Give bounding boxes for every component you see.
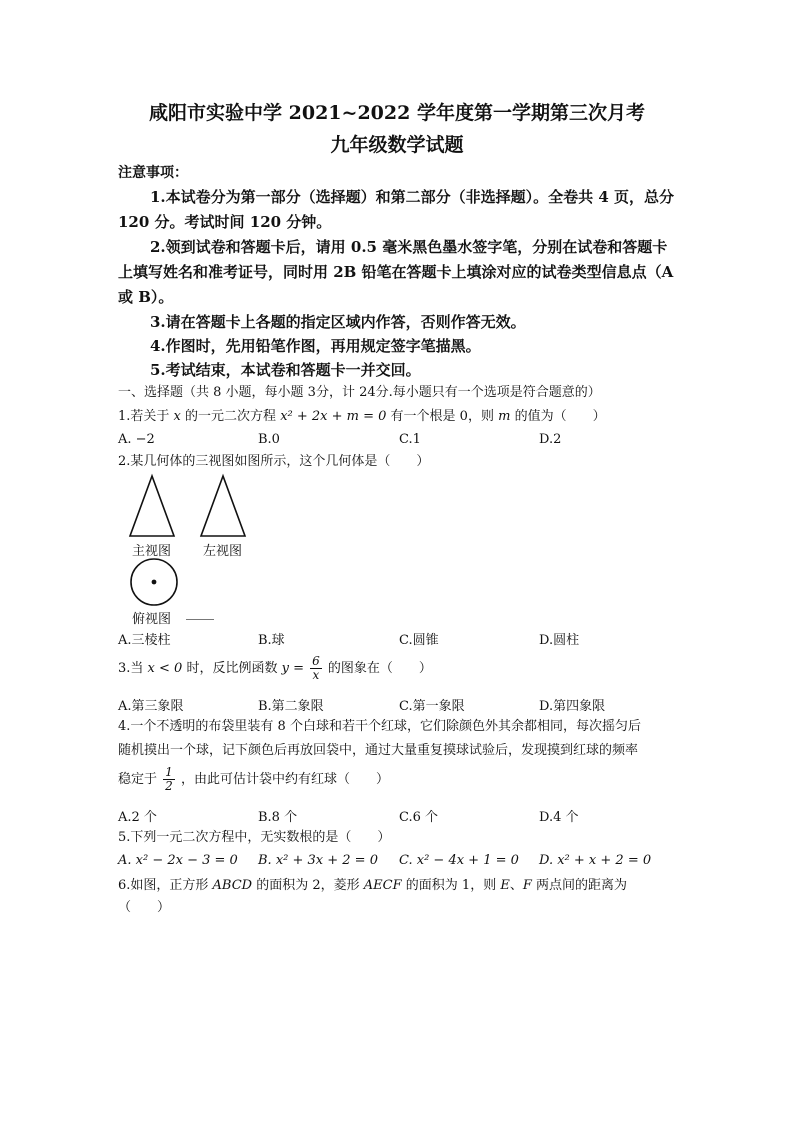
- q6-text-mid1: 的面积为 2，菱形: [256, 878, 360, 893]
- q4-option-a[interactable]: A.2 个: [118, 810, 157, 825]
- q1-options: [118, 432, 678, 450]
- q4-text-pre: 稳定于: [118, 772, 158, 787]
- figure-dash-mark: [186, 619, 214, 620]
- exam-title: 咸阳市实验中学 2021~2022 学年度第一学期第三次月考: [149, 102, 645, 124]
- q1-text-pre: 1.若关于: [118, 409, 170, 424]
- three-view-figure: [118, 472, 268, 626]
- q2-option-d[interactable]: D.圆柱: [539, 633, 580, 648]
- q3-options: [118, 695, 678, 713]
- question-4-line-2: 随机摸出一个球，记下颜色后再放回袋中，通过大量重复摸球试验后，发现摸到红球的频率: [118, 743, 639, 758]
- q3-text-post: 的图象在（ ）: [327, 661, 432, 676]
- q3-func-lhs: y =: [281, 661, 304, 676]
- q4-fraction: [163, 766, 175, 793]
- q6-text-post: 两点间的距离为: [536, 878, 628, 893]
- q1-option-c[interactable]: C.1: [399, 432, 421, 447]
- exam-subtitle: 九年级数学试题: [330, 134, 464, 156]
- q1-text-post: 有一个根是 0，则: [390, 409, 494, 424]
- question-6-line-1: [118, 877, 678, 895]
- q3-fraction: [310, 655, 322, 682]
- notice-item-3: 3.请在答题卡上各题的指定区域内作答，否则作答无效。: [150, 313, 526, 331]
- side-view-label: 左视图: [203, 544, 243, 559]
- notice-item-2: 2.领到试卷和答题卡后，请用 0.5 毫米黑色墨水签字笔，分别在试卷和答题卡上填写姓名和准考证号，同时用 2B 铅笔在答题卡上填涂对应的试卷类型信息点（A 或 B）。: [118, 238, 674, 306]
- top-view-label: 俯视图: [132, 612, 172, 627]
- notice-heading: 注意事项：: [118, 165, 188, 181]
- q3-condition: x < 0: [147, 661, 183, 676]
- q6-text-pre: 6.如图，正方形: [118, 878, 209, 893]
- q6-square-name: ABCD: [212, 878, 253, 893]
- q3-frac-num: 6: [312, 654, 320, 668]
- question-6-line-2: （ ）: [118, 900, 171, 915]
- q3-frac-den: x: [312, 668, 320, 682]
- q6-rhombus-name: AECF: [363, 878, 402, 893]
- q4-option-d[interactable]: D.4 个: [539, 810, 579, 825]
- q3-text-pre: 3.当: [118, 661, 144, 676]
- q2-option-a[interactable]: A.三棱柱: [118, 633, 171, 648]
- q1-text-end: 的值为（ ）: [514, 409, 606, 424]
- notice-item-4: 4.作图时，先用铅笔作图，再用规定签字笔描黑。: [150, 337, 481, 355]
- question-4-line-3: [118, 763, 678, 797]
- q4-option-b[interactable]: B.8 个: [258, 810, 298, 825]
- q4-text-post: ，由此可估计袋中约有红球（ ）: [180, 772, 389, 787]
- q3-text-mid: 时，反比例函数: [186, 661, 278, 676]
- q1-equation: x² + 2x + m = 0: [280, 409, 387, 424]
- notice-item-1: 1.本试卷分为第一部分（选择题）和第二部分（非选择题）。全卷共 4 页，总分 120 分。考试时间 120 分钟。: [118, 188, 675, 231]
- q5-option-a[interactable]: A. x² − 2x − 3 = 0: [118, 853, 238, 868]
- q1-var-x: x: [173, 409, 181, 424]
- q3-option-d[interactable]: D.第四象限: [539, 699, 606, 714]
- q2-options: [118, 629, 678, 647]
- question-2: 2.某几何体的三视图如图所示，这个几何体是（ ）: [118, 454, 430, 469]
- q3-option-a[interactable]: A.第三象限: [118, 699, 184, 714]
- q6-point-e: E: [500, 878, 510, 893]
- notice-item-5: 5.考试结束，本试卷和答题卡一并交回。: [150, 361, 421, 379]
- q4-option-c[interactable]: C.6 个: [399, 810, 439, 825]
- question-3: [118, 652, 678, 686]
- q5-option-c[interactable]: C. x² − 4x + 1 = 0: [399, 853, 519, 868]
- q1-option-d[interactable]: D.2: [539, 432, 562, 447]
- q4-frac-num: 1: [165, 765, 173, 779]
- q5-options: [118, 853, 678, 871]
- q2-option-b[interactable]: B.球: [258, 633, 285, 648]
- front-view-label: 主视图: [132, 544, 172, 559]
- q4-options: [118, 806, 678, 824]
- question-5: 5.下列一元二次方程中，无实数根的是（ ）: [118, 830, 391, 845]
- front-view-triangle: [130, 476, 174, 536]
- question-1: [118, 408, 678, 426]
- q4-frac-den: 2: [165, 779, 173, 793]
- top-view-center-dot: [152, 580, 157, 585]
- q5-option-d[interactable]: D. x² + x + 2 = 0: [539, 853, 652, 868]
- q1-option-b[interactable]: B.0: [258, 432, 280, 447]
- q2-option-c[interactable]: C.圆锥: [399, 633, 439, 648]
- q1-option-a[interactable]: A. −2: [118, 432, 155, 447]
- q1-var-m: m: [498, 409, 511, 424]
- q6-separator: 、: [509, 878, 523, 893]
- q5-option-b[interactable]: B. x² + 3x + 2 = 0: [258, 853, 378, 868]
- q6-text-mid2: 的面积为 1，则: [405, 878, 497, 893]
- section-header: 一、选择题（共 8 小题，每小题 3分，计 24分.每小题只有一个选项是符合题意的）: [118, 385, 601, 400]
- q1-text-mid: 的一元二次方程: [185, 409, 277, 424]
- question-4-line-1: 4.一个不透明的布袋里装有 8 个白球和若干个红球，它们除颜色外其余都相同，每次摇匀后: [118, 719, 641, 734]
- q3-option-c[interactable]: C.第一象限: [399, 699, 465, 714]
- side-view-triangle: [201, 476, 245, 536]
- q6-point-f: F: [522, 878, 532, 893]
- q3-option-b[interactable]: B.第二象限: [258, 699, 324, 714]
